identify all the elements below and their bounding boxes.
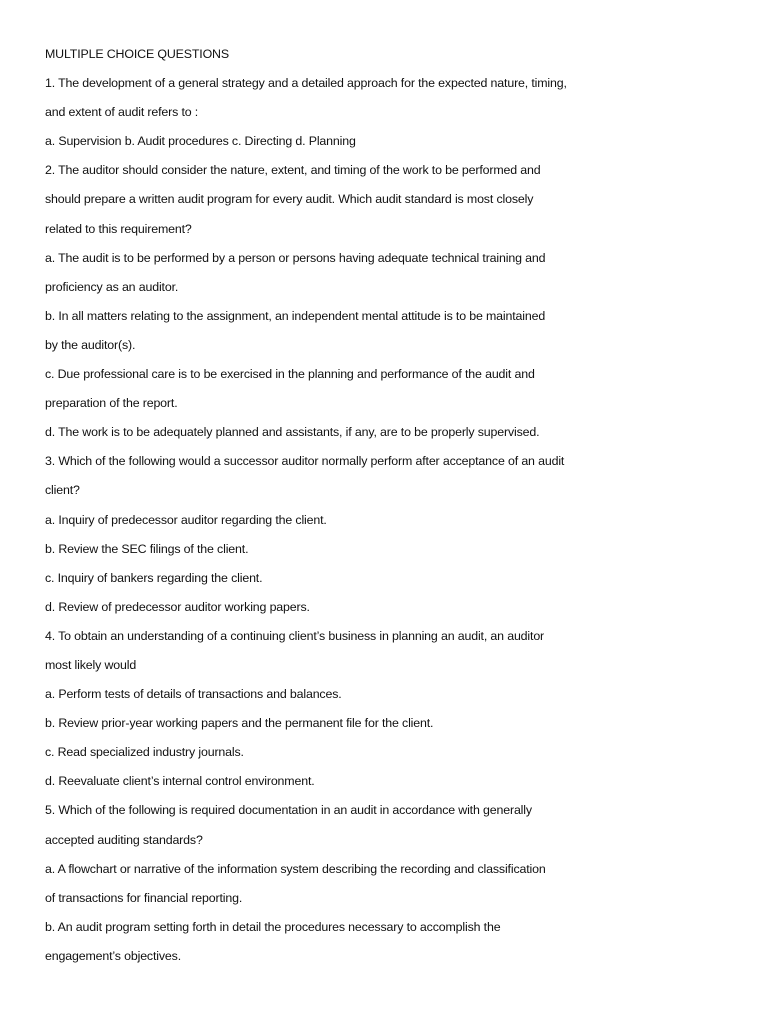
question-3-option-a: a. Inquiry of predecessor auditor regarding the client. bbox=[45, 512, 327, 527]
question-4-line-1: 4. To obtain an understanding of a continuing client’s business in planning an audit, an auditor bbox=[45, 628, 545, 643]
question-3-option-b: b. Review the SEC filings of the client. bbox=[45, 541, 249, 556]
question-2-line-2: should prepare a written audit program for every audit. Which audit standard is most closely bbox=[45, 192, 534, 207]
question-3-option-d: d. Review of predecessor auditor working papers. bbox=[45, 599, 310, 614]
question-1-line-2: and extent of audit refers to : bbox=[45, 105, 199, 120]
question-5-option-b-line-2: engagement’s objectives. bbox=[45, 948, 182, 963]
question-2-option-d: d. The work is to be adequately planned and assistants, if any, are to be properly supervised. bbox=[45, 425, 540, 440]
question-4-option-a: a. Perform tests of details of transactions and balances. bbox=[45, 687, 342, 702]
question-2-option-c-line-2: preparation of the report. bbox=[45, 396, 178, 411]
question-4-option-d: d. Reevaluate client’s internal control environment. bbox=[45, 774, 315, 789]
question-3-option-c: c. Inquiry of bankers regarding the client. bbox=[45, 570, 263, 585]
question-5-line-2: accepted auditing standards? bbox=[45, 832, 203, 847]
question-1-line-1: 1. The development of a general strategy and a detailed approach for the expected nature, timing, bbox=[45, 76, 567, 91]
question-2-option-c-line-1: c. Due professional care is to be exercised in the planning and performance of the audit and bbox=[45, 367, 535, 382]
question-4-option-c: c. Read specialized industry journals. bbox=[45, 745, 244, 760]
question-3-line-2: client? bbox=[45, 483, 80, 498]
question-4-line-2: most likely would bbox=[45, 657, 137, 672]
question-2-option-a-line-2: proficiency as an auditor. bbox=[45, 279, 179, 294]
question-1-options: a. Supervision b. Audit procedures c. Directing d. Planning bbox=[45, 134, 356, 149]
question-2-option-b-line-2: by the auditor(s). bbox=[45, 337, 136, 352]
question-5-option-b-line-1: b. An audit program setting forth in detail the procedures necessary to accomplish the bbox=[45, 919, 501, 934]
question-5-option-a-line-2: of transactions for financial reporting. bbox=[45, 890, 243, 905]
document-body bbox=[45, 40, 735, 971]
question-2-option-a-line-1: a. The audit is to be performed by a person or persons having adequate technical training and bbox=[45, 250, 546, 265]
question-3-line-1: 3. Which of the following would a successor auditor normally perform after acceptance of an audit bbox=[45, 454, 565, 469]
question-4-option-b: b. Review prior-year working papers and the permanent file for the client. bbox=[45, 716, 434, 731]
heading: MULTIPLE CHOICE QUESTIONS bbox=[45, 47, 229, 61]
question-5-option-a-line-1: a. A flowchart or narrative of the information system describing the recording and classification bbox=[45, 861, 546, 876]
question-2-line-1: 2. The auditor should consider the nature, extent, and timing of the work to be performed and bbox=[45, 163, 541, 178]
question-2-line-3: related to this requirement? bbox=[45, 221, 192, 236]
question-5-line-1: 5. Which of the following is required documentation in an audit in accordance with generally bbox=[45, 803, 532, 818]
question-2-option-b-line-1: b. In all matters relating to the assignment, an independent mental attitude is to be maintained bbox=[45, 308, 546, 323]
